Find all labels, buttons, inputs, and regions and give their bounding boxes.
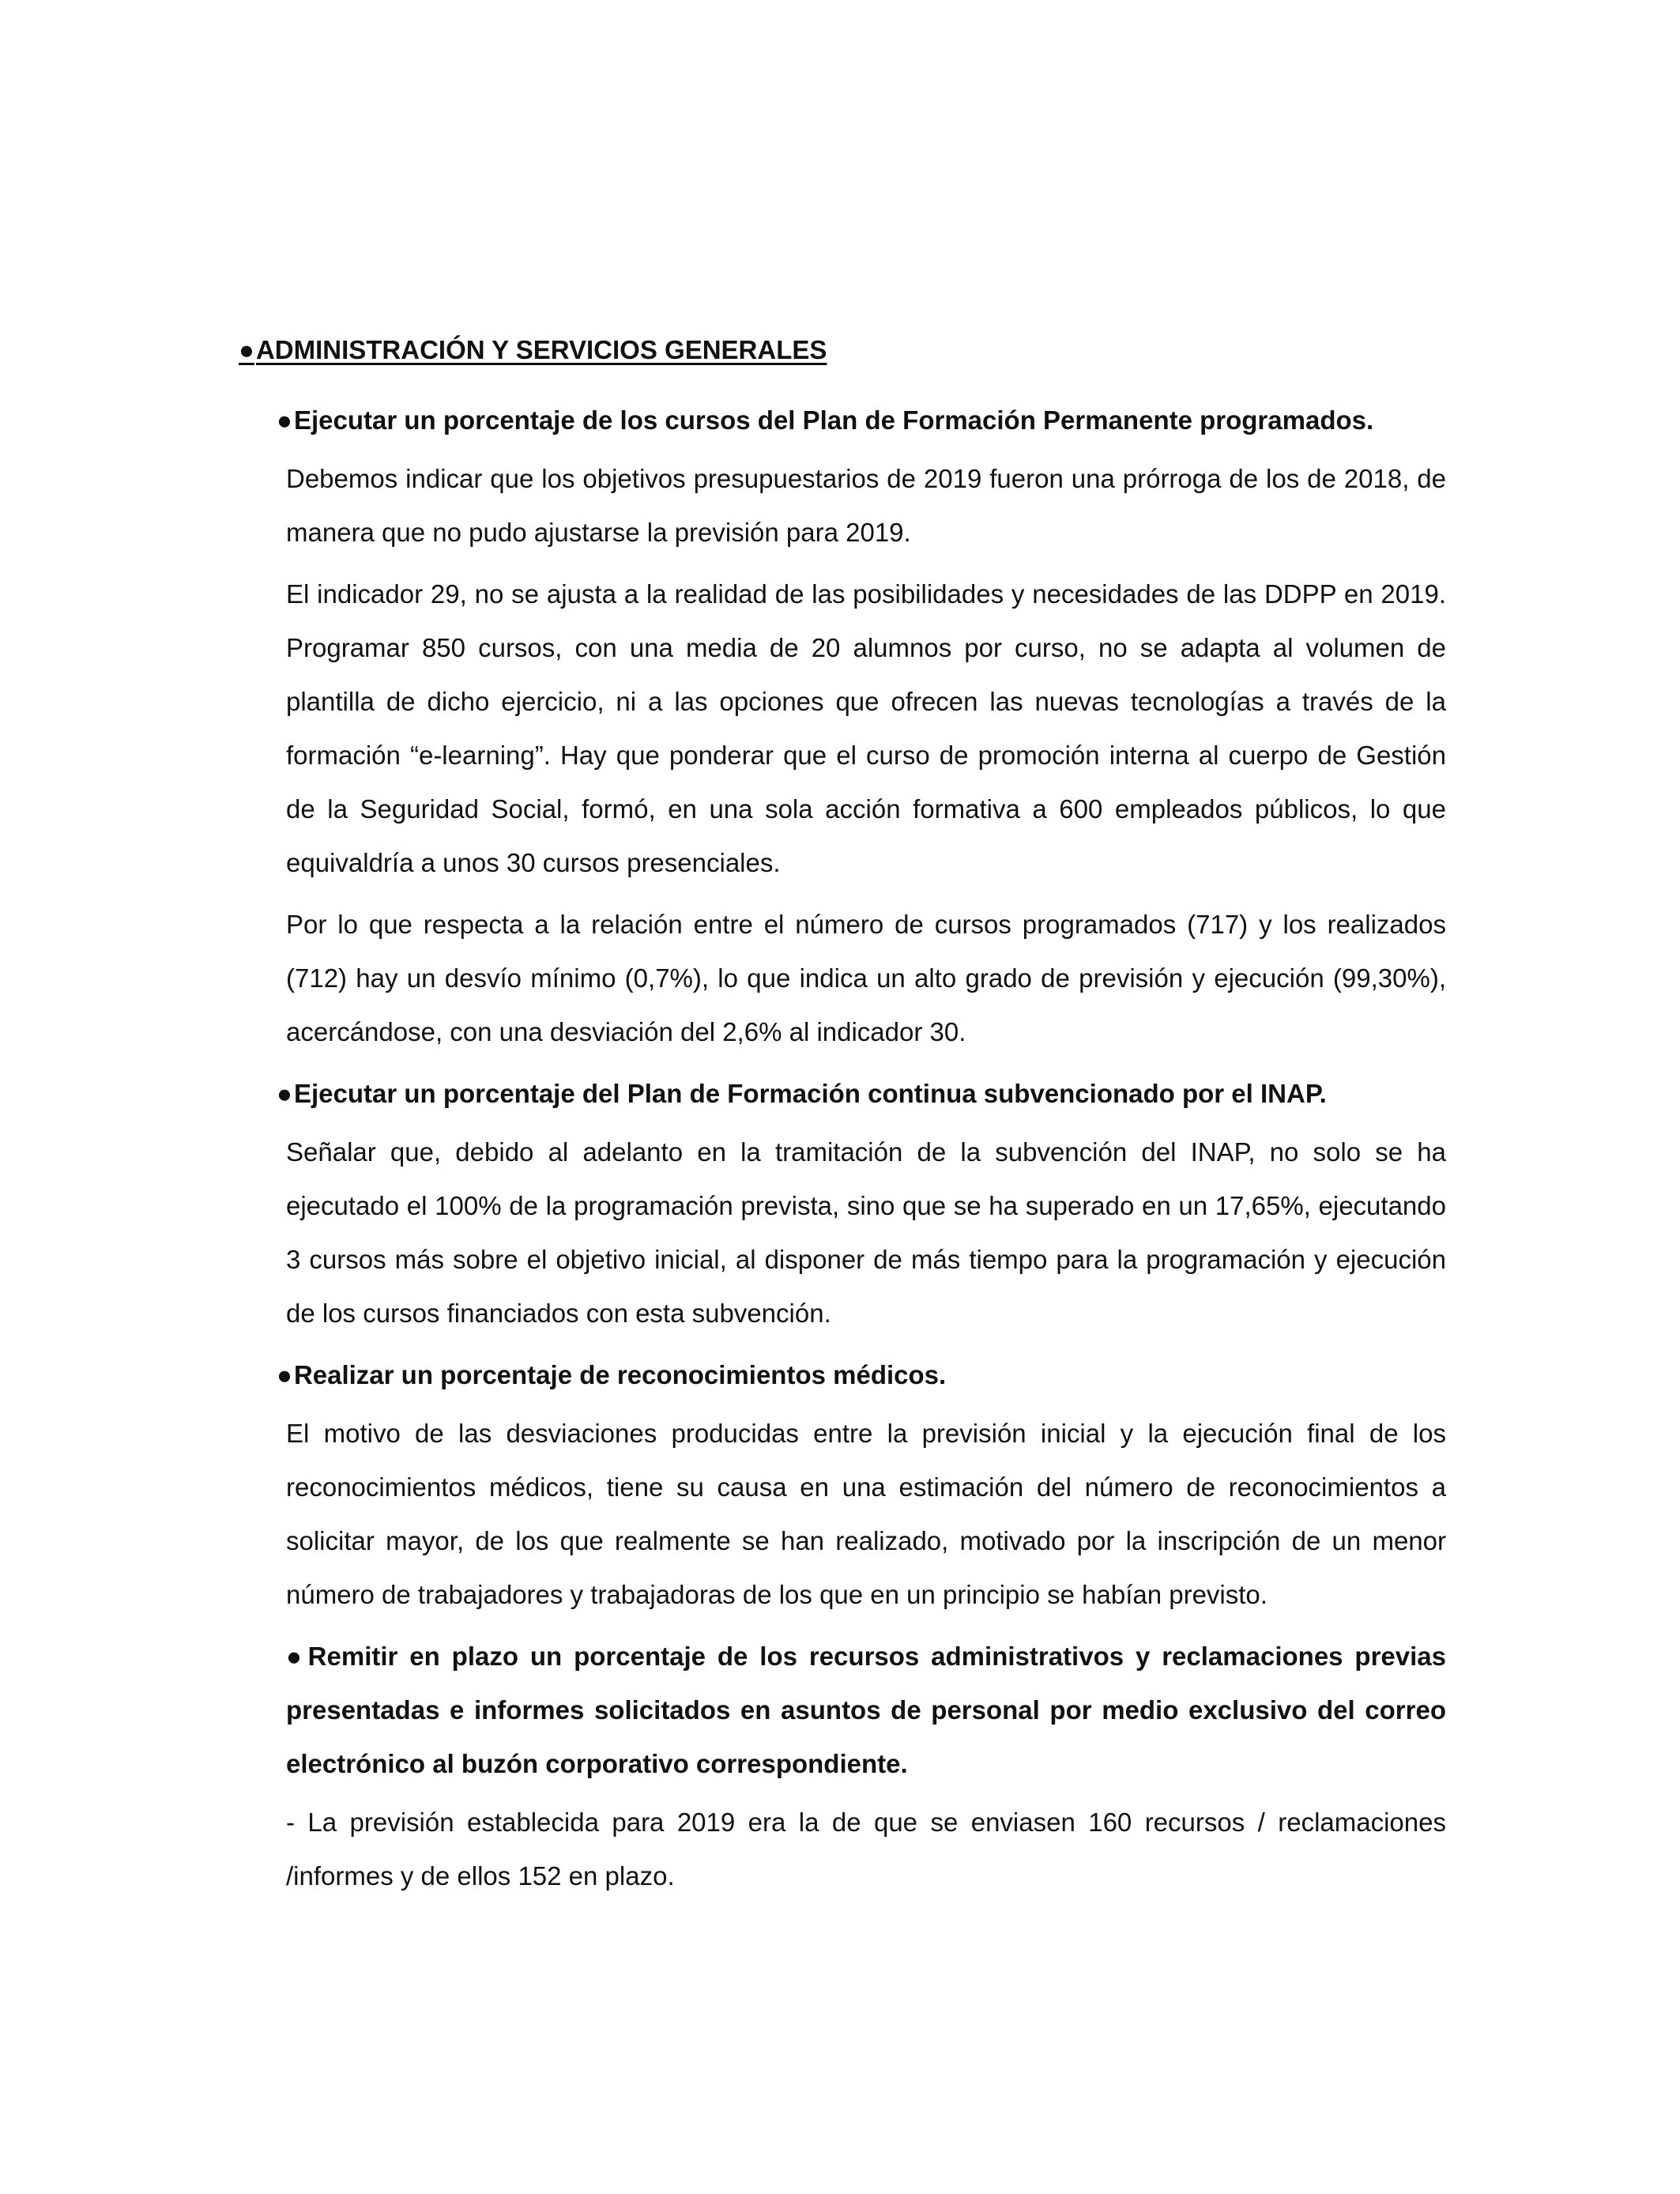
heading-formacion-inap	[277, 1067, 1437, 1121]
heading-formacion-permanente	[277, 394, 1437, 447]
paragraph: Por lo que respecta a la relación entre el número de cursos programados (717) y los realizados (712) hay un desvío mínimo (0,7%), lo que indica un alto grado de previsión y ejecución (99,30%), acercándose, con una desviación del 2,6% al indicador 30.	[286, 910, 1446, 1046]
bullet-icon: ●	[277, 405, 292, 435]
heading-text: Ejecutar un porcentaje de los cursos del Plan de Formación Permanente programados.	[293, 405, 1374, 435]
paragraph: El motivo de las desviaciones producidas entre la previsión inicial y la ejecución final de los reconocimientos médicos, tiene su causa en una estimación del número de reconocimientos a solicitar mayor, de los que realmente se han realizado, motivado por la inscripción de un menor número de trabajadores y trabajadoras de los que en un principio se habían previsto.	[286, 1419, 1446, 1609]
bullet-icon: ●	[277, 1079, 292, 1108]
heading-reconocimientos-medicos	[277, 1348, 1437, 1402]
paragraph: - La previsión establecida para 2019 era la de que se enviasen 160 recursos / reclamaciones /informes y de ellos 152 en plazo.	[286, 1808, 1446, 1891]
document-body	[239, 330, 1446, 1911]
heading-recursos-administrativos	[286, 1630, 1446, 1791]
paragraph: Señalar que, debido al adelanto en la tramitación de la subvención del INAP, no solo se ha ejecutado el 100% de la programación prevista, sino que se ha superado en un 17,65%, ejecutando 3 cursos más sobre el objetivo inicial, al disponer de más tiempo para la programación y ejecución de los cursos financiados con esta subvención.	[286, 1137, 1446, 1328]
section-title-text: ADMINISTRACIÓN Y SERVICIOS GENERALES	[255, 335, 827, 364]
heading-text: Ejecutar un porcentaje del Plan de Formación continua subvencionado por el INAP.	[293, 1079, 1327, 1108]
paragraph: Debemos indicar que los objetivos presupuestarios de 2019 fueron una prórroga de los de 2018, de manera que no pudo ajustarse la previsión para 2019.	[286, 464, 1446, 547]
bullet-icon: ●	[286, 1642, 307, 1671]
section-title	[239, 330, 1399, 370]
bullet-icon: ●	[277, 1360, 292, 1389]
bullet-icon: ●	[239, 335, 254, 364]
heading-text: Realizar un porcentaje de reconocimientos médicos.	[293, 1360, 947, 1389]
paragraph: El indicador 29, no se ajusta a la realidad de las posibilidades y necesidades de las DDPP en 2019. Programar 850 cursos, con una media de 20 alumnos por curso, no se adapta al volumen de plantilla de dicho ejercicio, ni a las opciones que ofrecen las nuevas tecnologías a través de la formación “e-learning”. Hay que ponderar que el curso de promoción interna al cuerpo de Gestión de la Seguridad Social, formó, en una sola acción formativa a 600 empleados públicos, lo que equivaldría a unos 30 cursos presenciales.	[286, 579, 1446, 877]
heading-text: Remitir en plazo un porcentaje de los recursos administrativos y reclamaciones previas presentadas e informes solicitados en asuntos de personal por medio exclusivo del correo electrónico al buzón corporativo correspondiente.	[286, 1642, 1446, 1778]
